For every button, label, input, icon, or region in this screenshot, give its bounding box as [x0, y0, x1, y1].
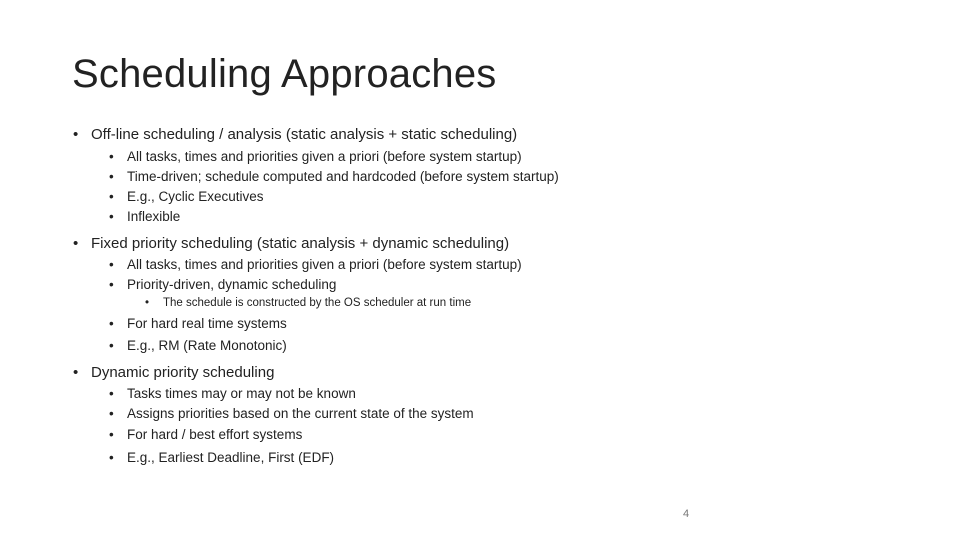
list-item-text: E.g., RM (Rate Monotonic) [127, 338, 287, 353]
list-item [109, 169, 559, 184]
bullet: • [109, 338, 114, 353]
list-item-text: Priority-driven, dynamic scheduling [127, 277, 337, 292]
bullet: • [145, 297, 150, 309]
bullet: • [73, 364, 79, 381]
sub-list-item-text: The schedule is constructed by the OS scheduler at run time [163, 297, 472, 309]
bullet: • [73, 126, 79, 143]
list-item-text: E.g., Earliest Deadline, First (EDF) [127, 450, 335, 465]
list-item-text: For hard real time systems [127, 316, 287, 331]
bullet: • [109, 316, 114, 331]
slide-title: Scheduling Approaches [72, 52, 497, 96]
bullet: • [109, 427, 114, 442]
bullet: • [73, 235, 79, 252]
page-number: 4 [683, 508, 690, 520]
bullet: • [109, 450, 114, 465]
list-item [109, 450, 334, 465]
section-heading-offline [73, 126, 517, 143]
bullet: • [109, 386, 114, 401]
bullet: • [109, 406, 114, 421]
section-heading-text: Off-line scheduling / analysis (static analysis + static scheduling) [91, 126, 518, 143]
list-item-text: For hard / best effort systems [127, 427, 303, 442]
section-heading-text: Dynamic priority scheduling [91, 364, 275, 381]
list-item [109, 338, 287, 353]
list-item [109, 386, 356, 401]
section-heading-dynamic-priority [73, 364, 274, 381]
list-item [109, 209, 180, 224]
list-item-text: All tasks, times and priorities given a priori (before system startup) [127, 257, 522, 272]
list-item-text: E.g., Cyclic Executives [127, 189, 264, 204]
list-item-text: Time-driven; schedule computed and hardcoded (before system startup) [127, 169, 559, 184]
bullet: • [109, 189, 114, 204]
list-item-text: Tasks times may or may not be known [127, 386, 356, 401]
bullet: • [109, 169, 114, 184]
list-item [109, 316, 287, 331]
list-item-text: Assigns priorities based on the current state of the system [127, 406, 474, 421]
list-item [109, 427, 302, 442]
bullet: • [109, 149, 114, 164]
sub-list-item [145, 297, 471, 309]
bullet: • [109, 277, 114, 292]
section-heading-text: Fixed priority scheduling (static analysis + dynamic scheduling) [91, 235, 510, 252]
bullet: • [109, 209, 114, 224]
list-item [109, 189, 264, 204]
bullet: • [109, 257, 114, 272]
list-item [109, 257, 522, 272]
list-item-text: All tasks, times and priorities given a priori (before system startup) [127, 149, 522, 164]
list-item [109, 277, 336, 292]
list-item [109, 406, 474, 421]
list-item [109, 149, 522, 164]
section-heading-fixed-priority [73, 235, 509, 252]
list-item-text: Inflexible [127, 209, 181, 224]
